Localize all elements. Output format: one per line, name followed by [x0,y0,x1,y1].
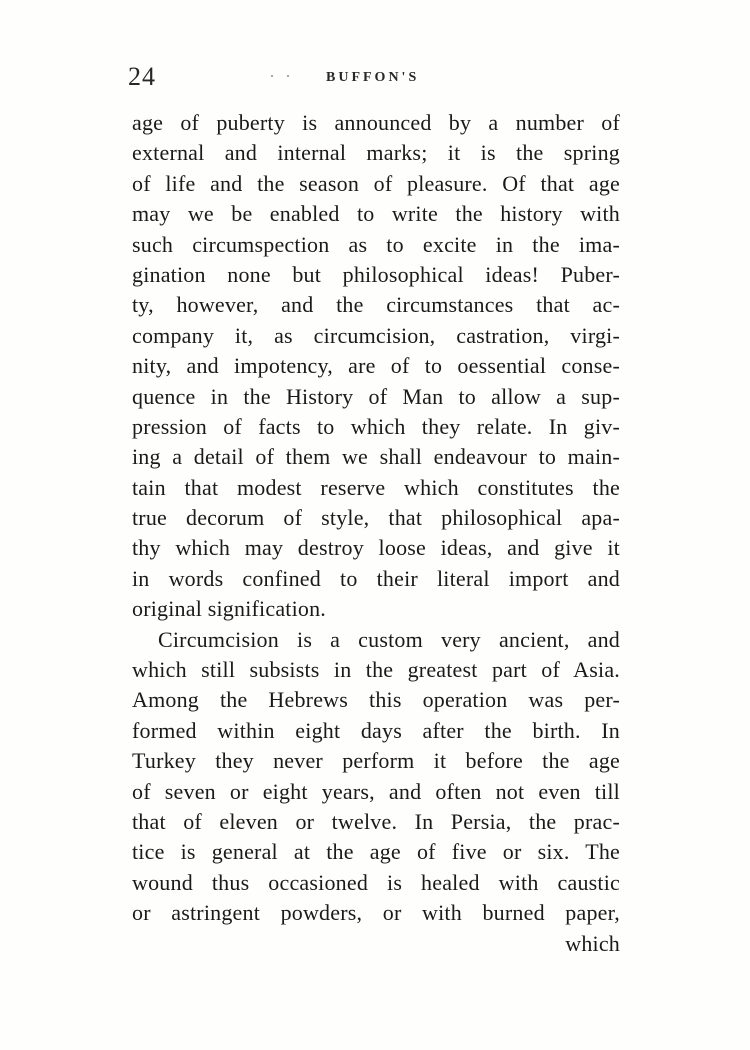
text-line: true decorum of style, that philosophical apa- [132,505,620,531]
running-head [128,62,628,102]
page-number: 24 [128,62,156,91]
text-line: Among the Hebrews this operation was per- [132,687,620,713]
catchword: which [565,930,620,956]
text-line: such circumspection as to excite in the ima- [132,231,620,257]
text-line: tain that modest reserve which constitutes the [132,474,620,500]
text-line: gination none but philosophical ideas! Puber- [132,261,620,287]
running-title: BUFFON'S [326,70,420,85]
text-line: age of puberty is announced by a number of [132,110,620,135]
paragraph-end-line: original signification. [132,596,327,622]
text-line: ing a detail of them we shall endeavour to main- [132,444,620,470]
text-line: wound thus occasioned is healed with caustic [132,869,620,895]
text-line: that of eleven or twelve. In Persia, the prac- [132,808,620,834]
text-line: which still subsists in the greatest part of Asia. [132,657,620,683]
text-line: company it, as circumcision, castration, virgi- [132,322,620,348]
text-line: pression of facts to which they relate. In giv- [132,413,620,439]
body-text [132,108,620,959]
text-line: of life and the season of pleasure. Of that age [132,170,620,196]
text-line: quence in the History of Man to allow a sup- [132,383,620,409]
text-line: thy which may destroy loose ideas, and give it [132,535,620,561]
text-line: may we be enabled to write the history with [132,201,620,227]
text-line: or astringent powders, or with burned paper, [132,900,620,926]
text-line: ty, however, and the circumstances that ac- [132,292,620,318]
text-line: formed within eight days after the birth. In [132,717,620,743]
running-head-dots: . . [270,64,294,81]
text-line: tice is general at the age of five or six. The [132,839,620,865]
text-line: of seven or eight years, and often not even till [132,778,620,804]
text-line: nity, and impotency, are of to oessential conse- [132,353,620,379]
text-line: external and internal marks; it is the spring [132,140,620,166]
text-line: in words confined to their literal import and [132,565,620,591]
paragraph-start-line: Circumcision is a custom very ancient, and [158,626,620,652]
text-line: Turkey they never perform it before the age [132,748,620,774]
